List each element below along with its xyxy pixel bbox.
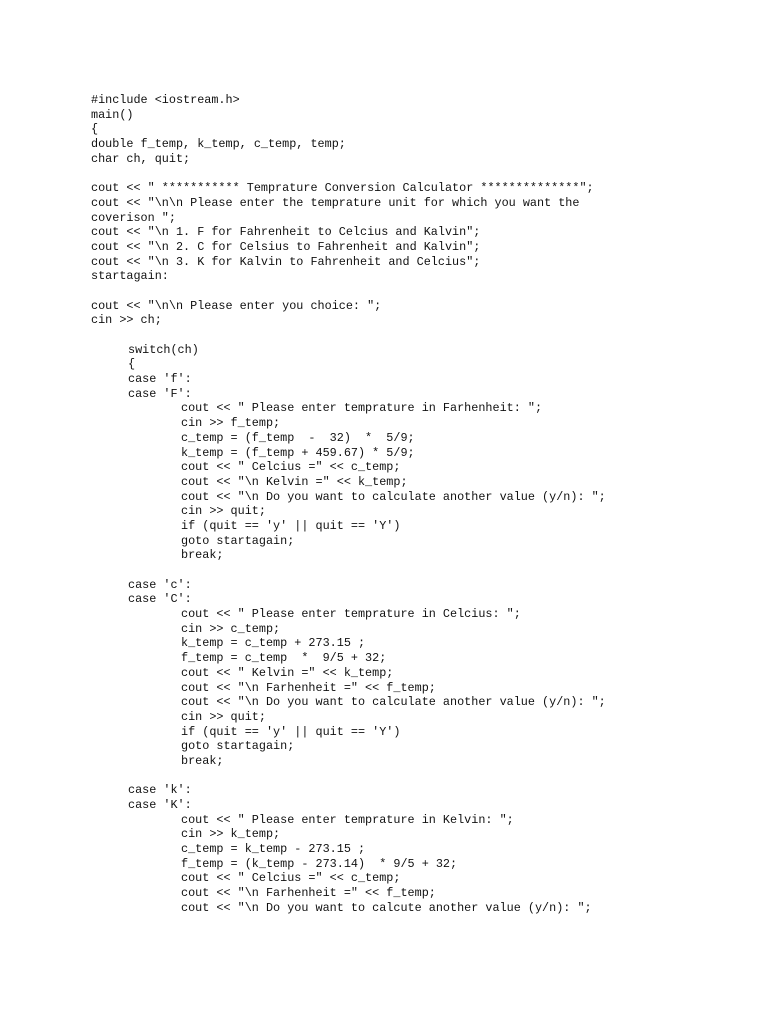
code-line: { (128, 357, 136, 372)
code-line: break; (181, 753, 224, 768)
code-line: goto startagain; (181, 739, 295, 754)
code-line: coverison "; (91, 210, 176, 225)
blank-line (91, 563, 606, 578)
code-line: c_temp = k_temp - 273.15 ; (181, 842, 366, 857)
code-line: cout << " Celcius =" << c_temp; (181, 460, 401, 475)
code-line: cout << "\n 2. C for Celsius to Fahrenheit and Kalvin"; (91, 239, 481, 254)
code-line: cout << "\n Farhenheit =" << f_temp; (181, 680, 436, 695)
code-line: if (quit == 'y' || quit == 'Y') (181, 724, 401, 739)
code-line: cout << " Please enter temprature in Kelvin: "; (181, 812, 514, 827)
code-line: char ch, quit; (91, 151, 191, 166)
code-line: cin >> quit; (181, 504, 266, 519)
code-line: break; (181, 548, 224, 563)
code-line: main() (91, 107, 134, 122)
code-line: cout << "\n 3. K for Kalvin to Fahrenheit and Celcius"; (91, 254, 481, 269)
code-line: if (quit == 'y' || quit == 'Y') (181, 518, 401, 533)
code-line: cout << " Please enter temprature in Celcius: "; (181, 607, 521, 622)
code-line: #include <iostream.h> (91, 93, 240, 107)
blank-line (91, 328, 606, 343)
blank-line (91, 284, 606, 299)
code-line: cin >> f_temp; (181, 416, 281, 431)
code-line: cout << "\n Do you want to calculate another value (y/n): "; (181, 489, 606, 504)
code-line: cout << " Celcius =" << c_temp; (181, 871, 401, 886)
code-line: cout << "\n Farhenheit =" << f_temp; (181, 886, 436, 901)
code-line: double f_temp, k_temp, c_temp, temp; (91, 137, 346, 152)
code-line: k_temp = (f_temp + 459.67) * 5/9; (181, 445, 415, 460)
code-line: cout << "\n Do you want to calcute another value (y/n): "; (181, 900, 592, 915)
code-line: cout << " *********** Temprature Conversion Calculator **************"; (91, 181, 594, 196)
blank-line (91, 166, 606, 181)
code-line: cout << "\n\n Please enter the temprature unit for which you want the (91, 195, 580, 210)
code-line: case 'c': (128, 577, 192, 592)
code-line: case 'F': (128, 386, 192, 401)
code-line: case 'C': (128, 592, 192, 607)
code-line: cout << "\n\n Please enter you choice: "; (91, 298, 382, 313)
source-code-listing (91, 93, 606, 916)
code-line: { (91, 122, 99, 137)
code-line: k_temp = c_temp + 273.15 ; (181, 636, 366, 651)
code-line: cout << " Kelvin =" << k_temp; (181, 665, 394, 680)
code-line: switch(ch) (128, 342, 199, 357)
code-line: f_temp = (k_temp - 273.14) * 9/5 + 32; (181, 856, 458, 871)
code-line: goto startagain; (181, 533, 295, 548)
code-line: cin >> ch; (91, 313, 162, 328)
code-line: cin >> k_temp; (181, 827, 281, 842)
code-line: cout << "\n Kelvin =" << k_temp; (181, 474, 408, 489)
code-line: cin >> c_temp; (181, 621, 281, 636)
code-line: cout << "\n Do you want to calculate another value (y/n): "; (181, 695, 606, 710)
code-line: case 'k': (128, 783, 192, 798)
code-line: cin >> quit; (181, 709, 266, 724)
code-line: case 'K': (128, 798, 192, 812)
code-line: cout << " Please enter temprature in Farhenheit: "; (181, 401, 543, 416)
code-line: case 'f': (128, 372, 192, 387)
code-line: startagain: (91, 269, 169, 284)
blank-line (91, 769, 606, 784)
code-line: c_temp = (f_temp - 32) * 5/9; (181, 430, 415, 445)
code-line: cout << "\n 1. F for Fahrenheit to Celcius and Kalvin"; (91, 225, 481, 240)
code-line: f_temp = c_temp * 9/5 + 32; (181, 651, 387, 666)
